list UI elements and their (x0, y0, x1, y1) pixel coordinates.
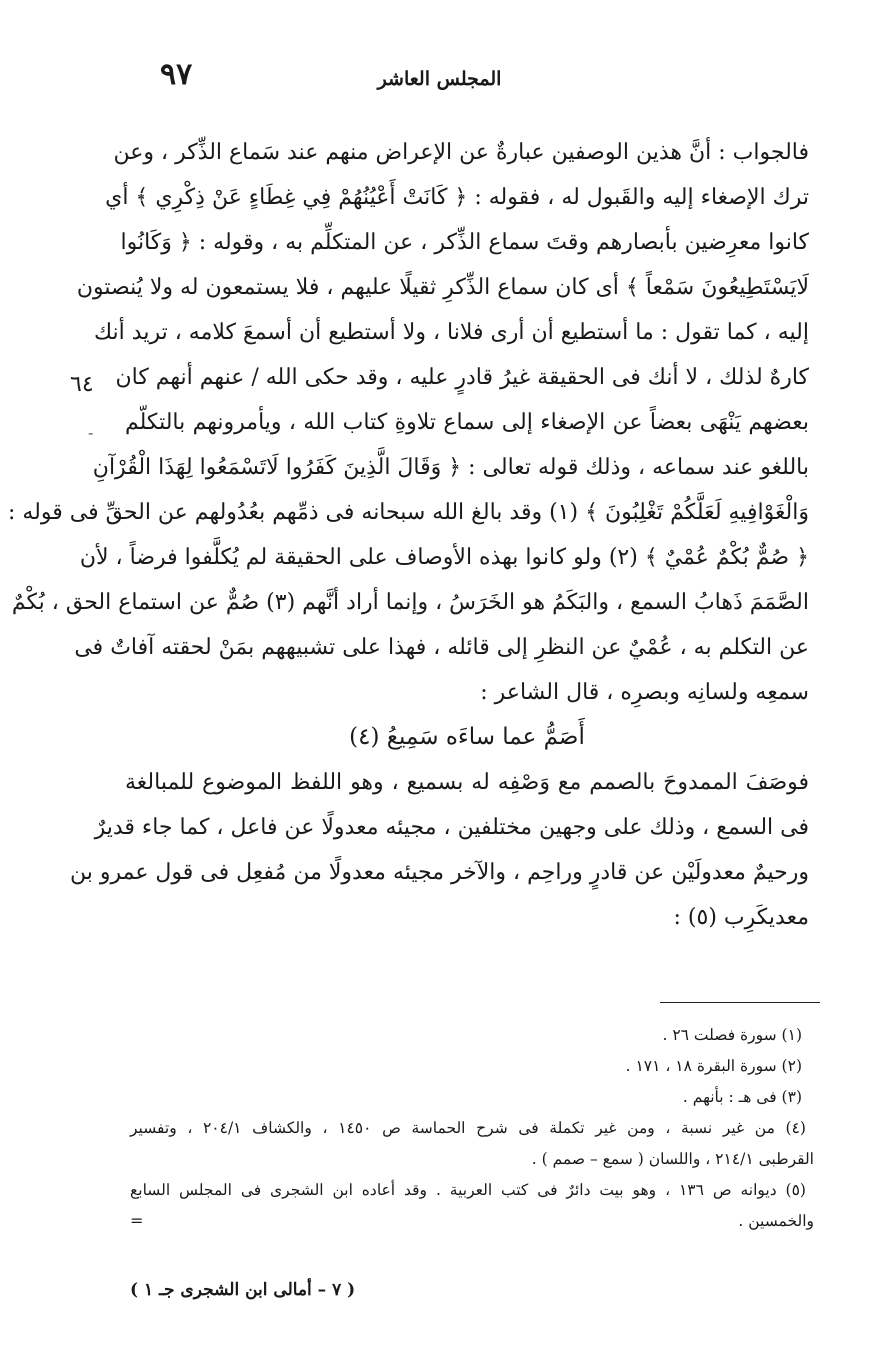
footnote: (٥) ديوانه ص ١٣٦ ، وهو بيت دائرٌ فى كتب العربية . وقد أعاده ابن الشجرى فى المجلس السابع (130, 1181, 806, 1199)
text-line: باللغو عند سماعه ، وذلك قوله تعالى : ﴿ وَقَالَ الَّذِينَ كَفَرُوا لَاتَسْمَعُوا لِهَذَا الْقُرْآنِ (92, 455, 809, 480)
footnote: (٣) فى هـ : بأنهم . (682, 1088, 802, 1106)
text-line: كانوا معرِضين بأبصارهم وقتَ سماع الذِّكر ، عن المتكلِّم به ، وقوله : ﴿ وَكَانُوا (120, 230, 809, 255)
text-line: وَالْغَوْافِيهِ لَعَلَّكُمْ تَغْلِبُونَ ﴾ (١) وقد بالغ الله سبحانه فى ذمِّهم بعُدُولهم عن الحقِّ فى قوله : (7, 500, 809, 525)
text-line: الصَّمَمَ ذَهابُ السمع ، والبَكَمُ هو الخَرَسُ ، وإنما أراد أنَّهم (٣) صُمٌّ عن استماع الحق ، بُكْمٌ (11, 590, 809, 615)
text-line: معديكَرِب (٥) : (673, 905, 809, 930)
page-number: ٩٧ (160, 57, 193, 92)
footnote: (٢) سورة البقرة ١٨ ، ١٧١ . (625, 1057, 802, 1075)
text-line: فوصَفَ الممدوحَ بالصمم مع وَصْفِه له بسميع ، وهو اللفظ الموضوع للمبالغة (125, 770, 810, 795)
margin-dash: - (88, 423, 94, 442)
continuation-mark: = (130, 1211, 144, 1230)
text-line: عن التكلم به ، عُمْيٌ عن النظرِ إلى قائله ، فهذا على تشبيههم بمَنْ لحقته آفاتٌ فى (74, 635, 809, 660)
footnote-continuation: والخمسين . (738, 1212, 814, 1230)
text-line: فى السمع ، وذلك على وجهين مختلفين ، مجيئه معدولًا عن فاعل ، كما جاء قديرٌ (94, 815, 809, 840)
footnote-separator (660, 1002, 820, 1003)
manuscript-folio-number: ٦٤ (70, 372, 94, 397)
text-line: فالجواب : أنَّ هذين الوصفين عبارةٌ عن الإعراض منهم عند سَماع الذِّكر ، وعن (113, 140, 809, 165)
footnote: (٤) من غير نسبة ، ومن غير تكملة فى شرح الحماسة ص ١٤٥٠ ، والكشاف ٢٠٤/١ ، وتفسير (130, 1119, 806, 1137)
text-line: كارهٌ لذلك ، لا أنك فى الحقيقة غيرُ قادرٍ عليه ، وقد حكى الله / عنهم أنهم كان (115, 365, 809, 390)
printer-signature: ( ٧ – أمالى ابن الشجرى جـ ١ ) (130, 1280, 356, 1300)
text-line: بعضهم يَنْهَى بعضاً عن الإصغاء إلى سماع تلاوةِ كتاب الله ، ويأمرونهم بالتكلّم (125, 410, 809, 435)
running-head (0, 57, 879, 100)
chapter-title: المجلس العاشر (377, 68, 502, 90)
text-line: سمعِه ولسانِه وبصرِه ، قال الشاعر : (480, 680, 809, 705)
footnote-continuation: القرطبى ٢١٤/١ ، واللسان ( سمع – صمم ) . (531, 1150, 814, 1168)
text-line: ﴿ صُمٌّ بُكْمٌ عُمْيٌ ﴾ (٢) ولو كانوا بهذه الأوصاف على الحقيقة لم يُكلَّفوا فرضاً ، لأن (79, 545, 809, 570)
footnote: (١) سورة فصلت ٢٦ . (662, 1026, 802, 1044)
text-line: إليه ، كما تقول : ما أستطيع أن أرى فلانا ، ولا أستطيع أن أسمعَ كلامه ، تريد أنك (94, 320, 809, 345)
footnotes (130, 1020, 814, 1237)
text-line: ترك الإصغاء إليه والقَبول له ، فقوله : ﴿ كَانَتْ أَعْيُنُهُمْ فِي غِطَاءٍ عَنْ ذِكْرِي ﴾ أي (105, 185, 809, 210)
text-line: ورحيمٌ معدولَيْن عن قادرٍ وراحِم ، والآخر مجيئه معدولًا من مُفعِل فى قول عمرو بن (69, 860, 809, 885)
poetry-verse: أَصَمُّ عما ساءَه سَمِيعُ (٤) (349, 724, 585, 750)
text-line: لَايَسْتَطِيعُونَ سَمْعاً ﴾ أى كان سماع الذِّكرِ ثقيلًا عليهم ، فلا يستمعون له ولا يُنصتون (76, 275, 809, 300)
